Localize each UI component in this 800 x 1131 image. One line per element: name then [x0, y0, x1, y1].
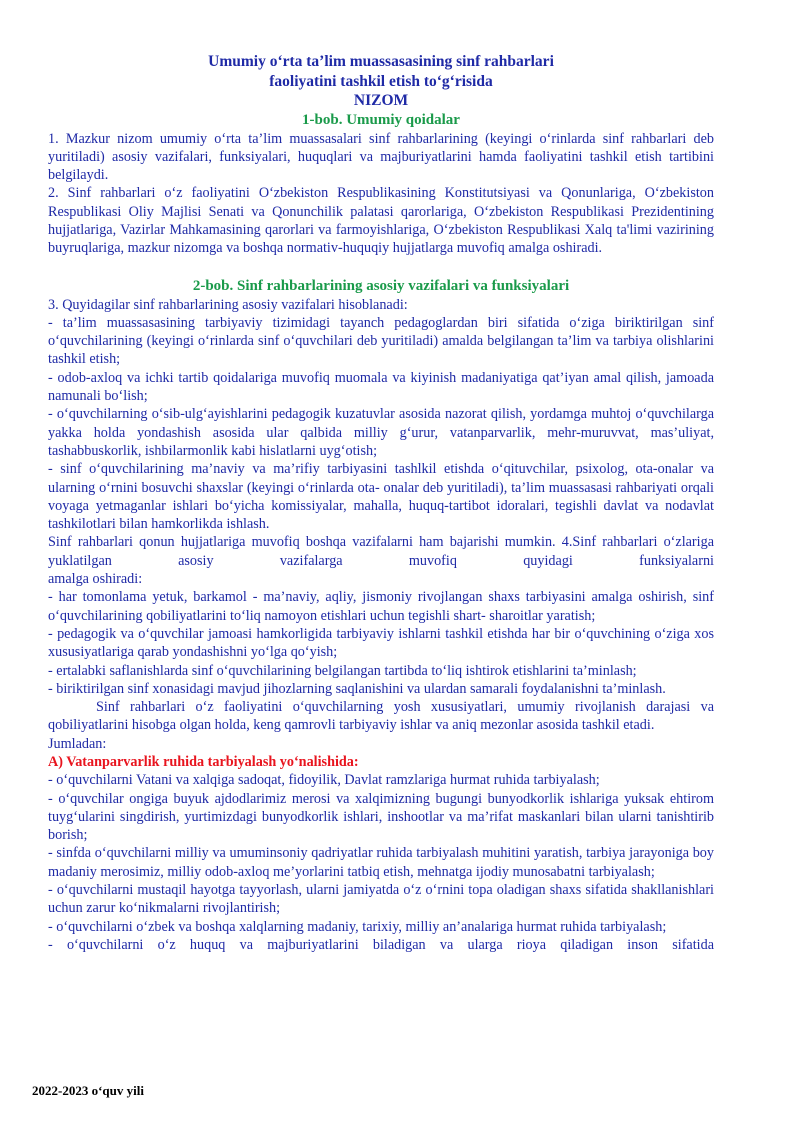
- document-title-line1: Umumiy o‘rta ta’lim muassasasining sinf rahbarlari: [208, 53, 554, 70]
- list-item: - odob-axloq va ichki tartib qoidalariga muvofiq muomala va kiyinish madaniyatiga qat’iyan amal qilish, jamoada namunali bo‘lish;: [48, 369, 714, 405]
- list-item: - pedagogik va o‘quvchilar jamoasi hamkorligida tarbiyaviy ishlarni tashkil etishda har bir o‘quvchining o‘ziga xos xususiyatlariga qarab yondashishni yo‘lga qo‘yish;: [48, 625, 714, 661]
- document-title-line2: faoliyatini tashkil etish to‘g‘risida: [269, 72, 493, 90]
- document-body: [48, 52, 714, 954]
- paragraph-6: Jumladan:: [48, 735, 107, 752]
- chapter1-heading: 1-bob. Umumiy qoidalar: [302, 111, 460, 128]
- paragraph-5: Sinf rahbarlari o‘z faoliyatini o‘quvchilarning yosh xususiyatlari, umumiy rivojlanish darajasi va qobiliyatlarini hisobga olgan holda, keng qamrovli tarbiyaviy ishlar va aniq mezonlar asosida tashkil etadi.: [48, 699, 714, 734]
- chapter2-heading: 2-bob. Sinf rahbarlarining asosiy vazifalari va funksiyalari: [192, 277, 570, 294]
- list-item: - ta’lim muassasasining tarbiyaviy tizimidagi tayanch pedagoglardan biri sifatida o‘ziga biriktirilgan sinf o‘quvchilarining (keyingi o‘rinlarda sinf o‘quvchilari deb yuritiladi) amalda belgilangan ta’lim va tarbiya olishlarini tashkil etish;: [48, 314, 714, 368]
- document-title-nizom: NIZOM: [353, 92, 409, 109]
- list-item: - o‘quvchilar ongiga buyuk ajdodlarimiz merosi va xalqimizning bugungi bunyodkorlik ishlariga yuksak ehtirom tuyg‘ularini singdirish, yurtimizdagi bunyodkorlik ishlari, inshootlar va ma’rifat maskanlari bilan ularni tanishtirib borish;: [48, 790, 714, 844]
- paragraph-3: 3. Quyidagilar sinf rahbarlarining asosiy vazifalari hisoblanadi:: [48, 296, 408, 313]
- list-item: - o‘quvchilarni o‘z huquq va majburiyatlarini biladigan va ularga rioya qiladigan inson sifatida: [48, 936, 714, 953]
- paragraph-1: 1. Mazkur nizom umumiy o‘rta ta’lim muassasalari sinf rahbarlarining (keyingi o‘rinlarda sinf rahbarlari deb yuritiladi) asosiy vazifalari, funksiyalari, huquqlari va majburiyatlarini hamda faoliyatini tashkil etish tartibini belgilaydi.: [48, 130, 714, 184]
- paragraph-4: Sinf rahbarlari qonun hujjatlariga muvofiq boshqa vazifalarni ham bajarishi mumkin. 4.Sinf rahbarlari o‘zlariga yuklatilgan asosiy vazifalarga muvofiq quyidagi funksiyalarni: [48, 534, 714, 569]
- list-item: - biriktirilgan sinf xonasidagi mavjud jihozlarning saqlanishini va ulardan samarali foydalanishni ta’minlash.: [48, 680, 666, 697]
- list-item: - o‘quvchilarni o‘zbek va boshqa xalqlarning madaniy, tarixiy, milliy an’analariga hurmat ruhida tarbiyalash;: [48, 918, 667, 935]
- paragraph-4-cont: amalga oshiradi:: [48, 571, 143, 588]
- list-item: - ertalabki saflanishlarda sinf o‘quvchilarining belgilangan tartibda to‘liq ishtirok etishlarini ta’minlash;: [48, 662, 637, 679]
- list-item: - o‘quvchilarni mustaqil hayotga tayyorlash, ularni jamiyatda o‘z o‘rnini topa oladigan shaxs sifatida shakllanishlari uchun zarur ko‘nikmalarni rivojlantirish;: [48, 882, 714, 917]
- list-item: - sinf o‘quvchilarining ma’naviy va ma’rifiy tarbiyasini tashlkil etishda o‘qituvchilar, psixolog, ota-onalar va ularning o‘rnini bosuvchi shaxslar (keyingi o‘rinlarda ota- onalar deb yuritiladi), ta’lim muassasasi rahbariyati orqali voyaga yetmaganlar ishlari bo‘yicha komissiyalar, mahalla, huquq-tartibot idoralari, tegishli davlat va nodavlat tashkilotlari bilan hamkorlikda ishlash.: [48, 461, 714, 533]
- list-item: - o‘quvchilarning o‘sib-ulg‘ayishlarini pedagogik kuzatuvlar asosida nazorat qilish, yordamga muhtoj o‘quvchilarga yakka holda yondashish asosida ular qalbida milliy g‘urur, vatanparvarlik, mehr-muruvvat, mas’uliyat, tashabbuskorlik, ishbilarmonlik kabi hislatlarni uyg‘otish;: [48, 406, 714, 459]
- list-item: - sinfda o‘quvchilarni milliy va umuminsoniy qadriyatlar ruhida tarbiyalash muhitini yaratish, tarbiya jarayoniga boy madaniy merosimiz, milliy odob-axloq me’yorlarini tatbiq etish, mehnatga ijodiy munosabatni tarbiyalash;: [48, 845, 714, 880]
- section-a-heading: A) Vatanparvarlik ruhida tarbiyalash yo‘nalishida:: [48, 754, 359, 770]
- footer-academic-year: 2022-2023 o‘quv yili: [32, 1083, 144, 1098]
- list-item: - har tomonlama yetuk, barkamol - ma’naviy, aqliy, jismoniy rivojlangan shaxs tarbiyasini amalga oshirish, sinf o‘quvchilarining qobiliyatlarini to‘liq namoyon etishlari uchun tegishli shart- sharoitlar yaratish;: [48, 589, 714, 624]
- list-item: - o‘quvchilarni Vatani va xalqiga sadoqat, fidoyilik, Davlat ramzlariga hurmat ruhida tarbiyalash;: [48, 772, 600, 789]
- paragraph-2: 2. Sinf rahbarlari o‘z faoliyatini O‘zbekiston Respublikasining Konstitutsiyasi va Qonunlariga, O‘zbekiston Respublikasi Oliy Majlisi Senati va Qonunchilik palatasi qarorlariga, O‘zbekiston Respublikasi Prezidentining hujjatlariga, Vazirlar Mahkamasining qarorlari va farmoyishlariga, O‘zbekiston Respublikasi Xalq ta'limi vazirining buyruqlariga, mazkur nizomga va boshqa normativ-huquqiy hujjatlarga muvofiq amalga oshiradi.: [48, 185, 714, 257]
